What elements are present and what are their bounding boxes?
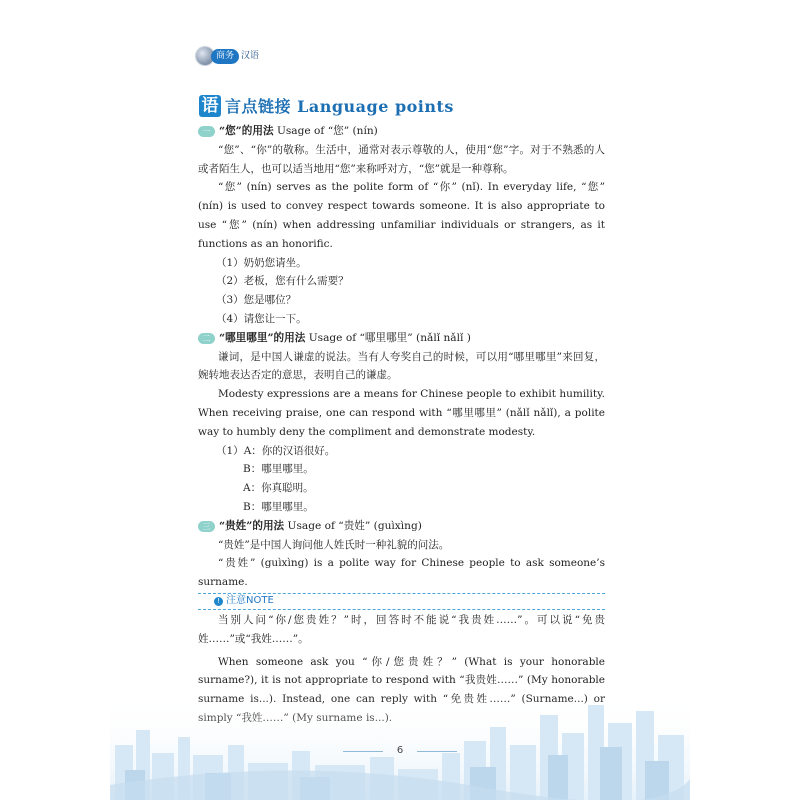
dialogue-line: A：你真聪明。: [243, 482, 314, 495]
point-heading-cn: “您”的用法: [219, 125, 274, 137]
note-label: 注意NOTE: [226, 595, 274, 607]
point-number-badge: 三: [198, 521, 215, 532]
info-icon: !: [214, 597, 223, 606]
note-box: [198, 593, 605, 610]
section-title-text: 言点链接 Language points: [225, 97, 454, 116]
example: （2）老板，您有什么需要？: [216, 275, 349, 288]
point-number-badge: 一: [198, 126, 215, 137]
note-paragraph: 当别人问“你/您贵姓？”时，回答时不能说“我贵姓……”。可以说“免贵姓……”或“我姓……”。: [198, 613, 605, 645]
series-pill: 商务: [211, 49, 239, 64]
dialogue-line: B：哪里哪里。: [243, 463, 314, 476]
paragraph: Modesty expressions are a means for Chinese people to exhibit humility. When receiving praise, one can respond with “哪里哪里” (nǎlǐ nǎlǐ), a polite way to humbly deny the compliment and demonstrate modesty.: [198, 388, 605, 438]
example: （1）奶奶您请坐。: [216, 256, 307, 269]
series-header: [196, 47, 259, 65]
dialogue-line: B：哪里哪里。: [243, 500, 314, 513]
paragraph: “您”、“你”的敬称。生活中，通常对表示尊敬的人，使用“您”字。对于不熟悉的人或者陌生人，也可以适当地用“您”来称呼对方，“您”就是一种尊称。: [198, 143, 605, 175]
city-skyline-illustration: [0, 675, 800, 800]
point-heading-cn: “哪里哪里”的用法: [219, 331, 306, 344]
page-number: 6: [396, 745, 404, 756]
example: （4）请您让一下。: [216, 312, 307, 325]
paragraph: “贵姓”是中国人询问他人姓氏时一种礼貌的问法。: [218, 538, 450, 551]
dialogue-line: （1）A：你的汉语很好。: [216, 444, 336, 457]
series-text: 汉语: [241, 50, 260, 61]
point-heading: [198, 517, 605, 536]
section-title: [199, 94, 454, 117]
note-paragraph: When someone ask you “你/您贵姓？” (What is your honorable surname?), it is not appropriate to respond with “我贵姓……” (My honorable: [198, 655, 605, 687]
point-heading-en: Usage of “哪里哪里” (nǎlǐ nǎlǐ ): [308, 331, 471, 344]
section-badge: 语: [199, 95, 221, 117]
point-heading-cn: “贵姓”的用法: [219, 519, 285, 532]
example: （3）您是哪位？: [216, 294, 297, 307]
point-heading: [198, 122, 605, 141]
point-heading: [198, 329, 605, 348]
point-heading-en: Usage of “您” (nín): [276, 125, 378, 137]
paragraph: 谦词，是中国人谦虚的说法。当有人夸奖自己的时候，可以用“哪里哪里”来回复，婉转地表达否定的意思，表明自己的谦虚。: [198, 350, 605, 382]
paragraph: “您” (nín) serves as the polite form of “你” (nǐ). In everyday life, “您” (nín) is used to convey respect towards someone. It is also appropriate to use “您” (nín) when addressing unfamiliar individuals or strangers, as it functions as an honorific.: [198, 181, 605, 250]
point-heading-en: Usage of “贵姓” (guìxìng): [287, 519, 422, 532]
paragraph: “贵姓” (guìxìng) is a polite way for Chinese people to ask someone’s surname.: [198, 557, 605, 589]
point-number-badge: 二: [198, 333, 215, 344]
page-number-rule-right: [417, 751, 457, 752]
content: [198, 122, 605, 728]
